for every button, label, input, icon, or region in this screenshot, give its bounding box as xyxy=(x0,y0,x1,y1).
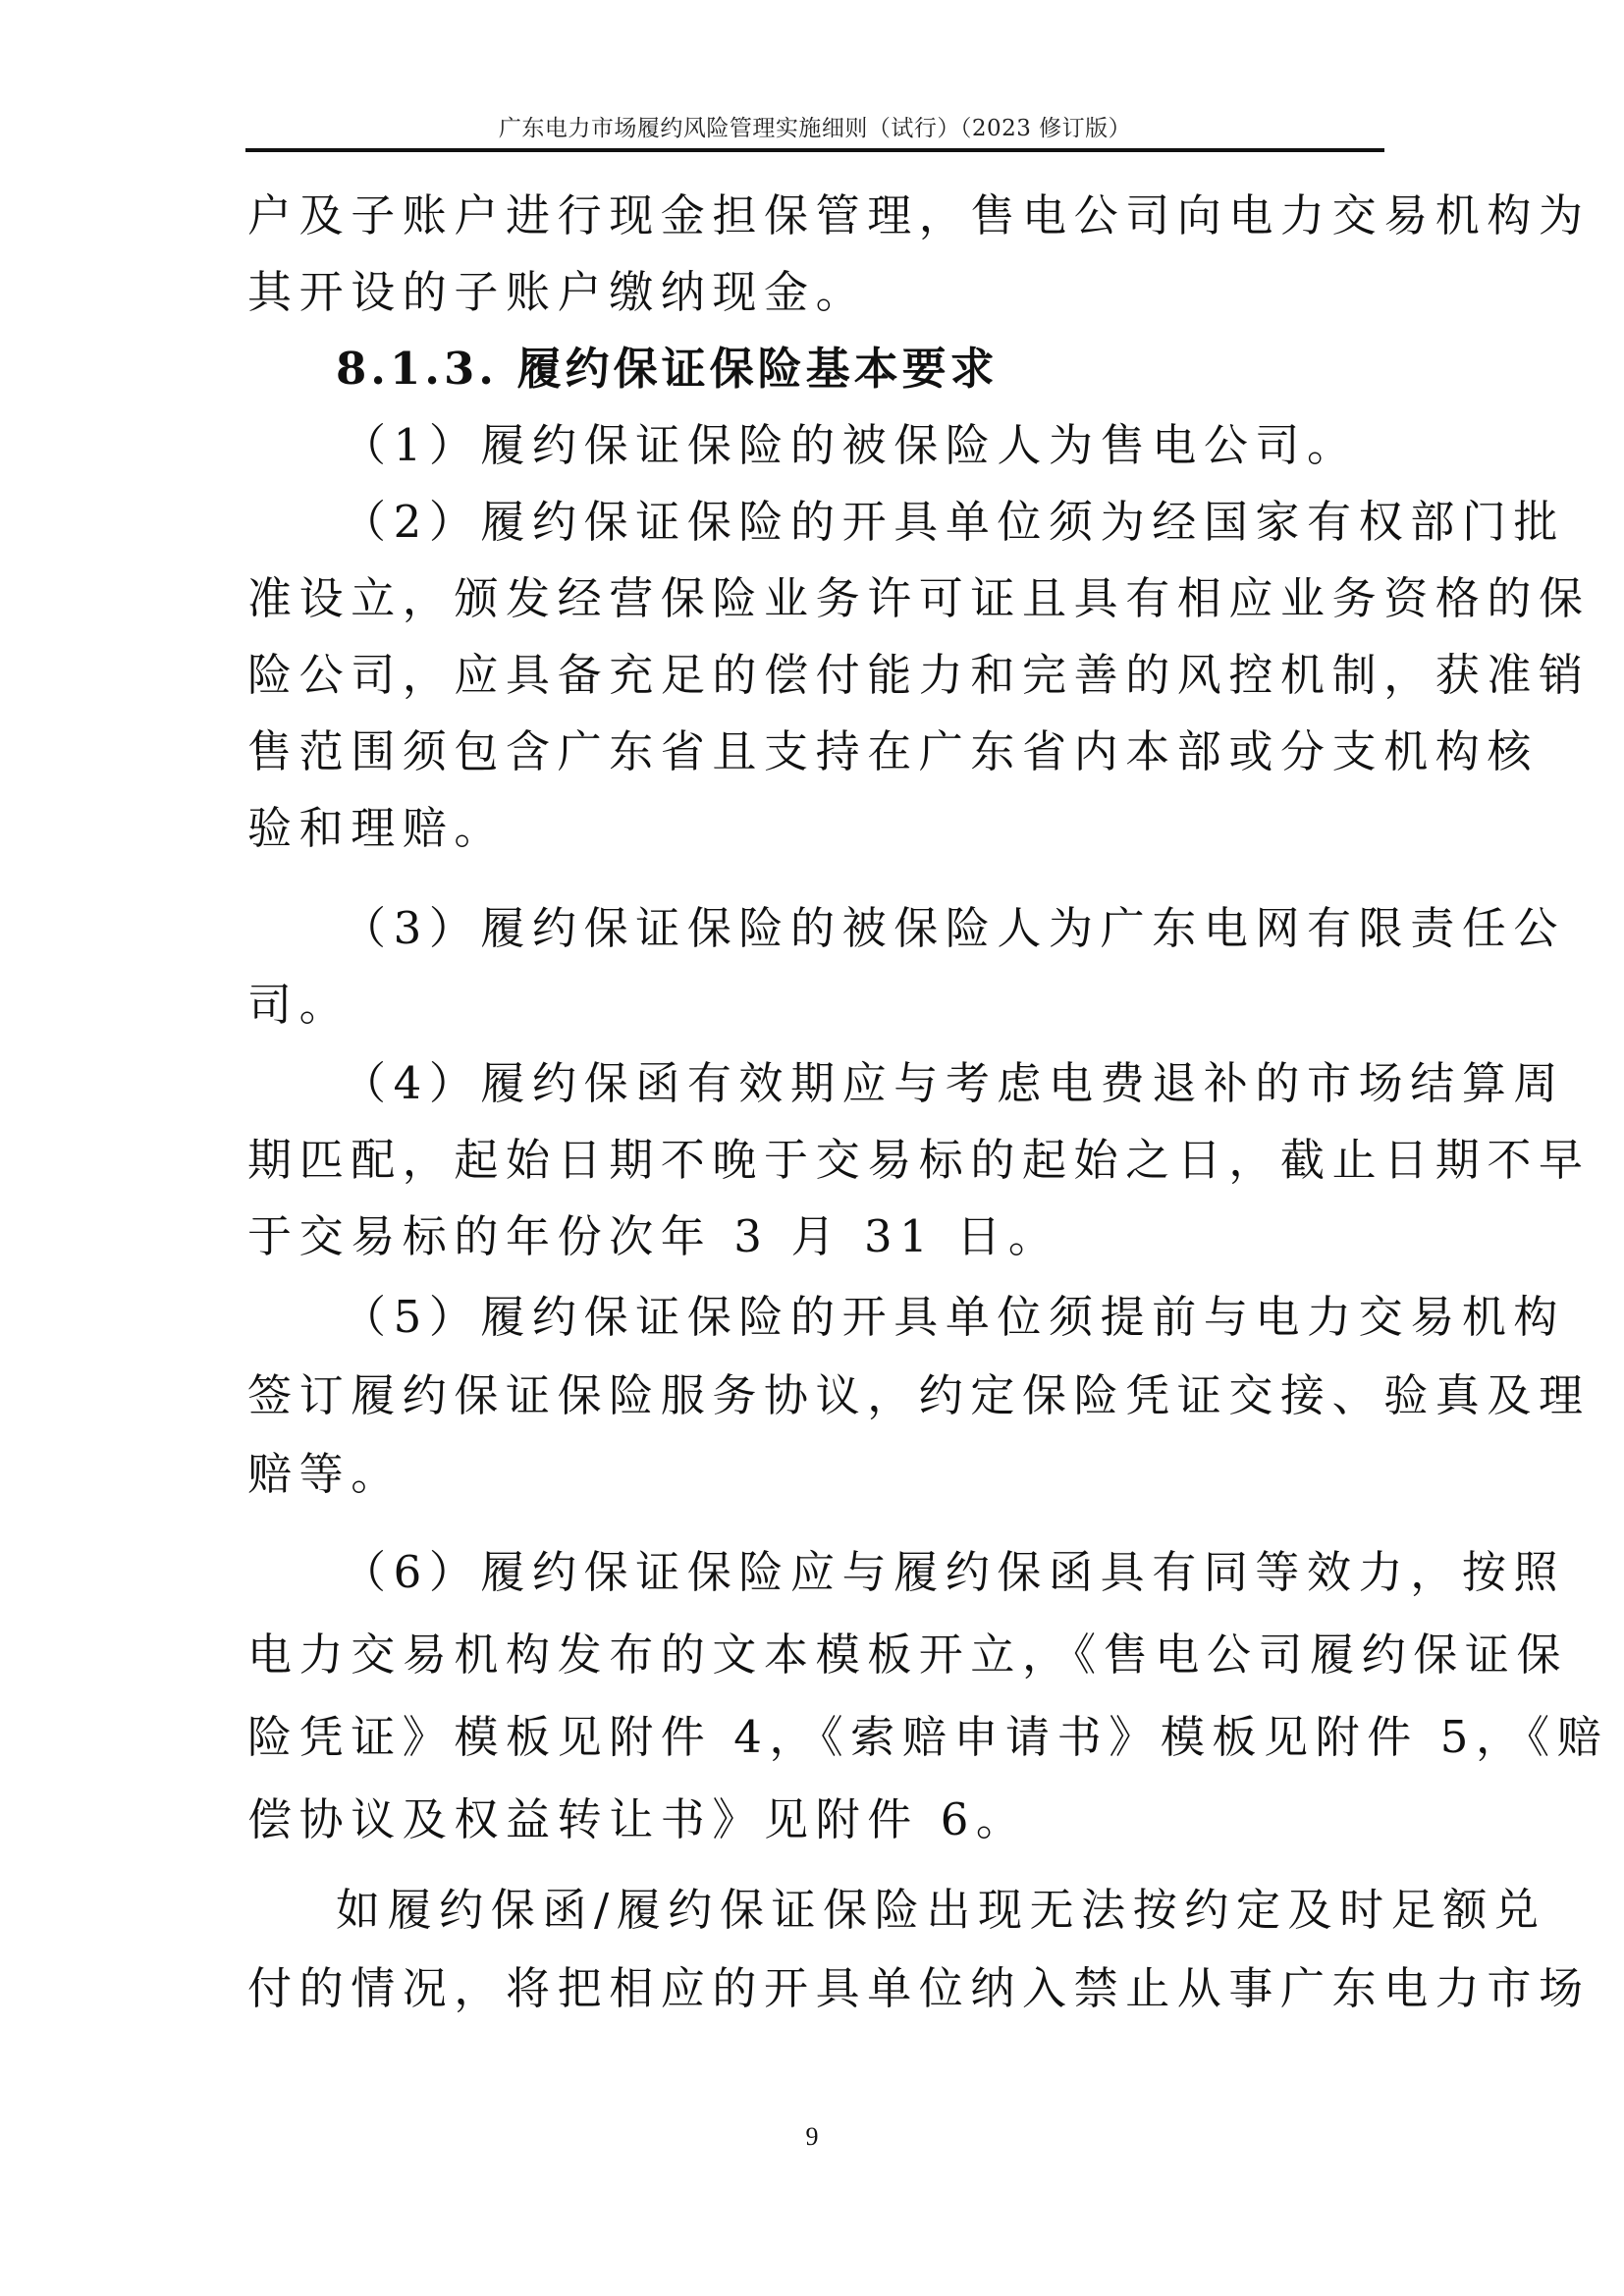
list-item-2-line: 售范围须包含广东省且支持在广东省内本部或分支机构核 xyxy=(247,725,1540,777)
paragraph-line: 其开设的子账户缴纳现金。 xyxy=(247,266,868,318)
section-heading: 8.1.3. 履约保证保险基本要求 xyxy=(336,343,999,395)
paragraph-line: 户及子账户进行现金担保管理，售电公司向电力交易机构为 xyxy=(247,189,1591,241)
list-item-3-line: 司。 xyxy=(247,979,352,1031)
closing-paragraph-line: 付的情况，将把相应的开具单位纳入禁止从事广东电力市场 xyxy=(247,1962,1591,2014)
running-header-title: 广东电力市场履约风险管理实施细则（试行）（2023 修订版） xyxy=(498,116,1132,141)
list-item-6-line: （6）履约保证保险应与履约保函具有同等效力，按照 xyxy=(342,1546,1566,1598)
list-item-5-line: 赔等。 xyxy=(247,1448,403,1500)
list-item-2-line: （2）履约保证保险的开具单位须为经国家有权部门批 xyxy=(342,496,1566,548)
list-item-5-line: （5）履约保证保险的开具单位须提前与电力交易机构 xyxy=(342,1291,1566,1343)
list-item-5-line: 签订履约保证保险服务协议，约定保险凭证交接、验真及理 xyxy=(247,1369,1591,1421)
list-item-4-line: 期匹配，起始日期不晚于交易标的起始之日，截止日期不早 xyxy=(247,1134,1591,1186)
list-item-6-line: 险凭证》模板见附件 4，《索赔申请书》模板见附件 5，《赔 xyxy=(247,1711,1609,1763)
list-item-2-line: 验和理赔。 xyxy=(247,802,507,854)
list-item-2-line: 准设立，颁发经营保险业务许可证且具有相应业务资格的保 xyxy=(247,572,1591,624)
closing-paragraph-line: 如履约保函/履约保证保险出现无法按约定及时足额兑 xyxy=(336,1884,1546,1936)
list-item-1-line: （1）履约保证保险的被保险人为售电公司。 xyxy=(342,419,1359,471)
list-item-4-line: 于交易标的年份次年 3 月 31 日。 xyxy=(247,1210,1060,1262)
header-rule xyxy=(245,148,1384,152)
page-number: 9 xyxy=(805,2122,819,2151)
list-item-3-line: （3）履约保证保险的被保险人为广东电网有限责任公 xyxy=(342,902,1566,954)
list-item-2-line: 险公司，应具备充足的偿付能力和完善的风控机制，获准销 xyxy=(247,649,1591,701)
list-item-4-line: （4）履约保函有效期应与考虑电费退补的市场结算周 xyxy=(342,1057,1566,1109)
list-item-6-line: 偿协议及权益转让书》见附件 6。 xyxy=(247,1793,1028,1845)
list-item-6-line: 电力交易机构发布的文本模板开立，《售电公司履约保证保 xyxy=(247,1629,1569,1681)
